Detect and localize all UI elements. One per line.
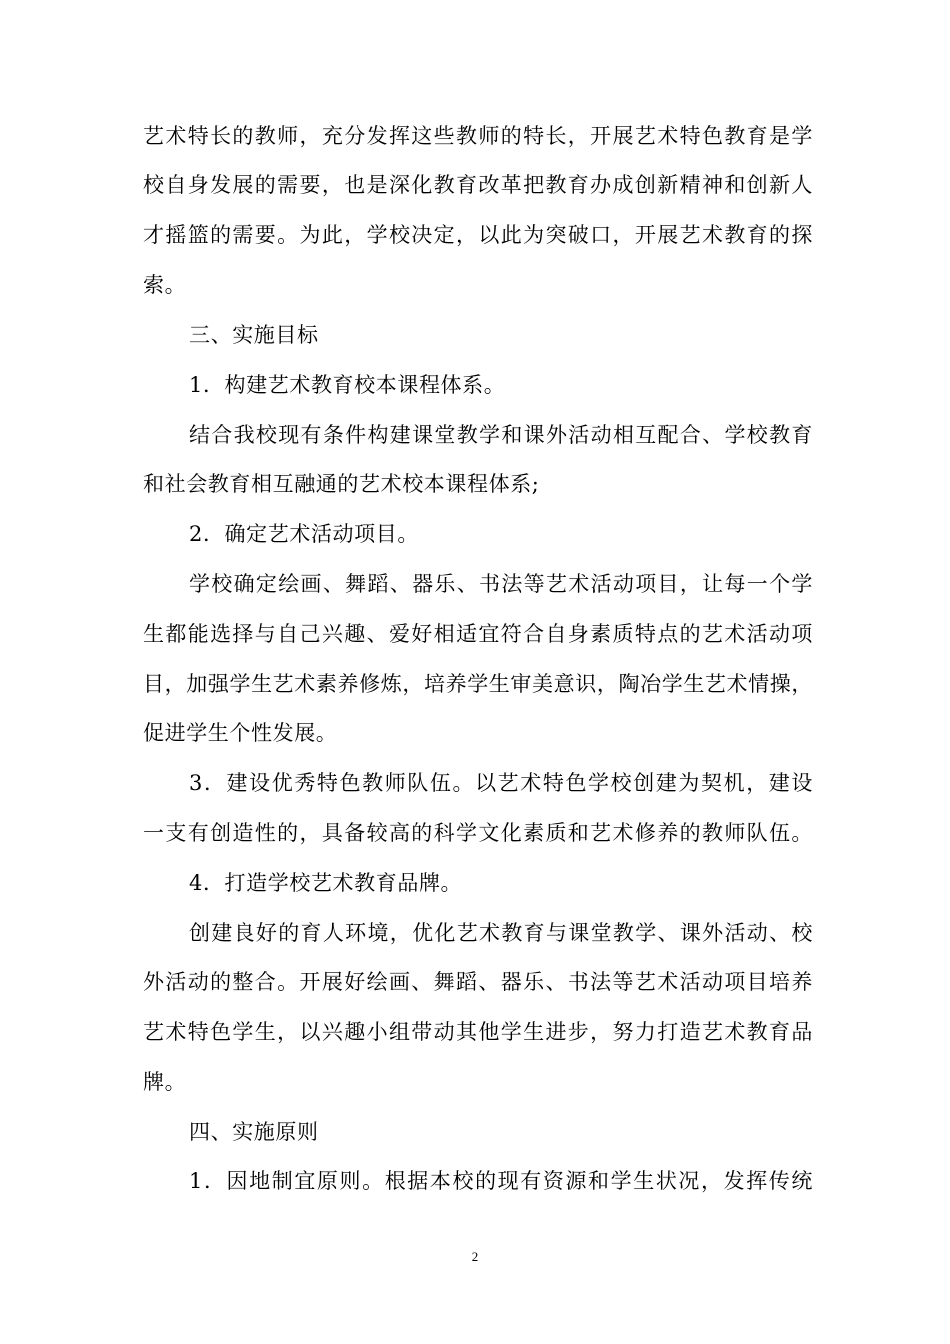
paragraph-line: 和社会教育相互融通的艺术校本课程体系;: [143, 472, 540, 496]
paragraph-line: 才摇篮的需要。为此，学校决定，以此为突破口，开展艺术教育的探: [143, 223, 813, 247]
paragraph-line: 校自身发展的需要，也是深化教育改革把教育办成创新精神和创新人: [143, 173, 813, 197]
paragraph-line: 艺术特长的教师，充分发挥这些教师的特长，开展艺术特色教育是学: [143, 124, 813, 148]
paragraph-line: 一支有创造性的，具备较高的科学文化素质和艺术修养的教师队伍。: [143, 821, 813, 845]
paragraph-line: 索。: [143, 273, 187, 297]
paragraph-line: 艺术特色学生，以兴趣小组带动其他学生进步，努力打造艺术教育品: [143, 1020, 813, 1044]
paragraph-line: 创建良好的育人环境，优化艺术教育与课堂教学、课外活动、校: [189, 921, 813, 945]
list-item-heading: 1．构建艺术教育校本课程体系。: [189, 373, 506, 397]
paragraph-line: 牌。: [143, 1070, 187, 1094]
list-item-heading: 1．因地制宜原则。根据本校的现有资源和学生状况，发挥传统: [189, 1169, 813, 1193]
paragraph-line: 目，加强学生艺术素养修炼，培养学生审美意识，陶冶学生艺术情操，: [143, 672, 813, 696]
paragraph-line: 结合我校现有条件构建课堂教学和课外活动相互配合、学校教育: [189, 423, 813, 447]
list-item-heading: 3．建设优秀特色教师队伍。以艺术特色学校创建为契机，建设: [189, 771, 813, 795]
list-item-heading: 2．确定艺术活动项目。: [189, 522, 419, 546]
section-heading: 三、实施目标: [189, 323, 319, 347]
paragraph-line: 学校确定绘画、舞蹈、器乐、书法等艺术活动项目，让每一个学: [189, 572, 813, 596]
page-number: 2: [471, 1249, 479, 1264]
paragraph-line: 外活动的整合。开展好绘画、舞蹈、器乐、书法等艺术活动项目培养: [143, 970, 813, 994]
list-item-heading: 4．打造学校艺术教育品牌。: [189, 871, 463, 895]
paragraph-line: 促进学生个性发展。: [143, 721, 338, 745]
paragraph-line: 生都能选择与自己兴趣、爱好相适宜符合自身素质特点的艺术活动项: [143, 622, 813, 646]
section-heading: 四、实施原则: [189, 1120, 319, 1144]
